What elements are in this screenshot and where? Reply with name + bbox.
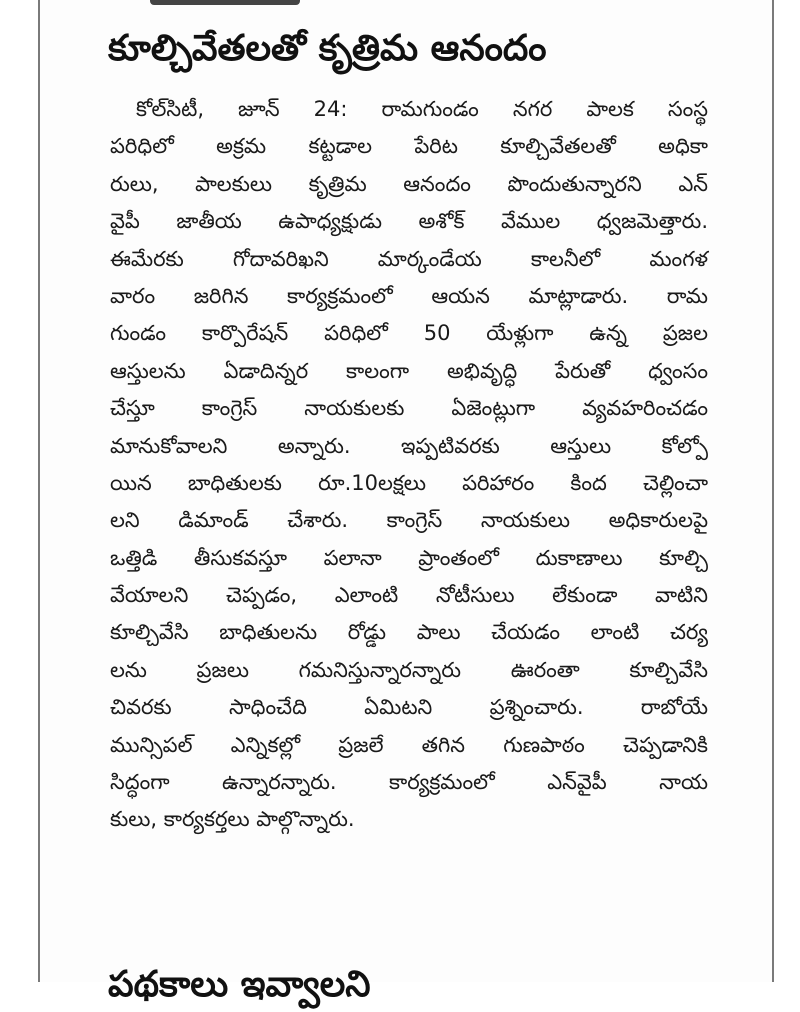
- article-line-11: యిన బాధితులకు రూ.10లక్షలు పరిహారం కింద చెల్లించా: [110, 470, 708, 495]
- article-line-15: కూల్చివేసి బాధితులను రోడ్డు పాలు చేయడం లాంటి చర్య: [110, 620, 708, 645]
- article-headline: కూల్చివేతలతో కృత్రిమ ఆనందం: [108, 28, 547, 69]
- article-body: [110, 91, 708, 839]
- article-line-12: లని డిమాండ్ చేశారు. కాంగ్రెస్ నాయకులు అధికారులపై: [110, 508, 708, 533]
- article-line-4: వైపీ జాతీయ ఉపాధ్యక్షుడు అశోక్ వేముల ధ్వజమెత్తారు.: [110, 209, 708, 234]
- article-line-19: సిద్ధంగా ఉన్నారన్నారు. కార్యక్రమంలో ఎన్‌వైపీ నాయ: [110, 770, 708, 795]
- article-line-18: మున్సిపల్ ఎన్నికల్లో ప్రజలే తగిన గుణపాఠం చెప్పడానికి: [110, 732, 708, 757]
- article-line-2: పరిధిలో అక్రమ కట్టడాల పేరిట కూల్చివేతలతో అధికా: [110, 134, 708, 159]
- article-line-16: లను ప్రజలు గమనిస్తున్నారన్నారు ఊరంతా కూల్చివేసి: [110, 657, 708, 682]
- article-line-5: ఈమేరకు గోదావరిఖని మార్కండేయ కాలనీలో మంగళ: [110, 246, 708, 271]
- article-line-17: చివరకు సాధించేది ఏమిటని ప్రశ్నించారు. రాబోయే: [110, 695, 708, 720]
- previous-article-edge: [150, 0, 300, 5]
- next-article-headline: పథకాలు ఇవ్వాలని: [108, 964, 371, 1005]
- article-line-8: ఆస్తులను ఏడాదిన్నర కాలంగా అభివృద్ధి పేరుతో ధ్వంసం: [110, 358, 708, 383]
- article-line-10: మానుకోవాలని అన్నారు. ఇప్పటివరకు ఆస్తులు కోల్పో: [110, 433, 708, 458]
- article-line-9: చేస్తూ కాంగ్రెస్ నాయకులకు ఏజెంట్లుగా వ్యవహరించడం: [110, 396, 708, 421]
- article-line-7: గుండం కార్పొరేషన్ పరిధిలో 50 యేళ్లుగా ఉన్న ప్రజల: [110, 321, 708, 346]
- article-line-13: ఒత్తిడి తీసుకవస్తూ పలానా ప్రాంతంలో దుకాణాలు కూల్చి: [110, 545, 708, 570]
- article-line-3: రులు, పాలకులు కృత్రిమ ఆనందం పొందుతున్నారని ఎన్: [110, 171, 708, 196]
- article-line-1: కోల్‌సిటీ, జూన్ 24: రామగుండం నగర పాలక సంస్థ: [136, 97, 708, 121]
- article-line-20: కులు, కార్యకర్తలు పాల్గొన్నారు.: [110, 807, 355, 832]
- article-line-6: వారం జరిగిన కార్యక్రమంలో ఆయన మాట్లాడారు. రామ: [110, 283, 708, 308]
- article-line-14: వేయాలని చెప్పడం, ఎలాంటి నోటీసులు లేకుండా వాటిని: [110, 583, 708, 608]
